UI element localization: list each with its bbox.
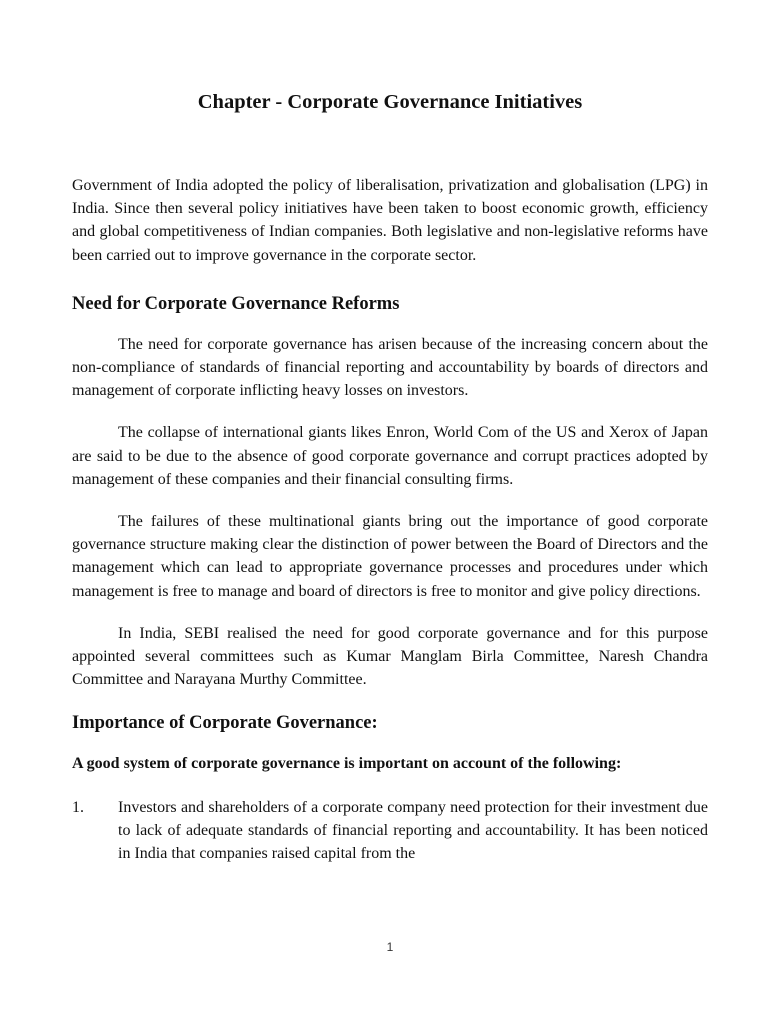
list-item-text: Investors and shareholders of a corporate company need protection for their investment due to lack of adequate standards of financial reporting and accountability. It has been noticed in India that companies raised capital from the <box>118 798 708 863</box>
chapter-title: Chapter - Corporate Governance Initiatives <box>197 91 583 113</box>
paragraph-failures: The failures of these multinational giants bring out the importance of good corporate governance structure making clear the distinction of power between the Board of Directors and the management which can lead to appropriate governance processes and procedures under which management is free to manage and board of directors is free to monitor and give policy directions. <box>72 513 708 600</box>
intro-paragraph: Government of India adopted the policy of liberalisation, privatization and globalisation (LPG) in India. Since then several policy initiatives have been taken to boost economic growth, efficiency and global competitiveness of Indian companies. Both legislative and non-legislative reforms have been carried out to improve governance in the corporate sector. <box>72 177 708 264</box>
paragraph-sebi: In India, SEBI realised the need for good corporate governance and for this purpose appointed several committees such as Kumar Manglam Birla Committee, Naresh Chandra Committee and Narayana Murthy Committee. <box>72 624 708 689</box>
paragraph-need: The need for corporate governance has arisen because of the increasing concern about the non-compliance of standards of financial reporting and accountability by boards of directors and management of corporate inflicting heavy losses on investors. <box>72 335 708 400</box>
section-heading-need-for-reforms: Need for Corporate Governance Reforms <box>72 293 400 314</box>
section-heading-importance: Importance of Corporate Governance: <box>72 713 378 734</box>
paragraph-collapse: The collapse of international giants likes Enron, World Com of the US and Xerox of Japan are said to be due to the absence of good corporate governance and corrupt practices adopted by management of these companies and their financial consulting firms. <box>72 424 708 488</box>
document-body <box>72 174 708 865</box>
list-item <box>72 796 708 866</box>
list-item-number: 1. <box>72 798 84 816</box>
importance-subheading: A good system of corporate governance is important on account of the following: <box>72 755 622 773</box>
page-number: 1 <box>386 940 394 954</box>
